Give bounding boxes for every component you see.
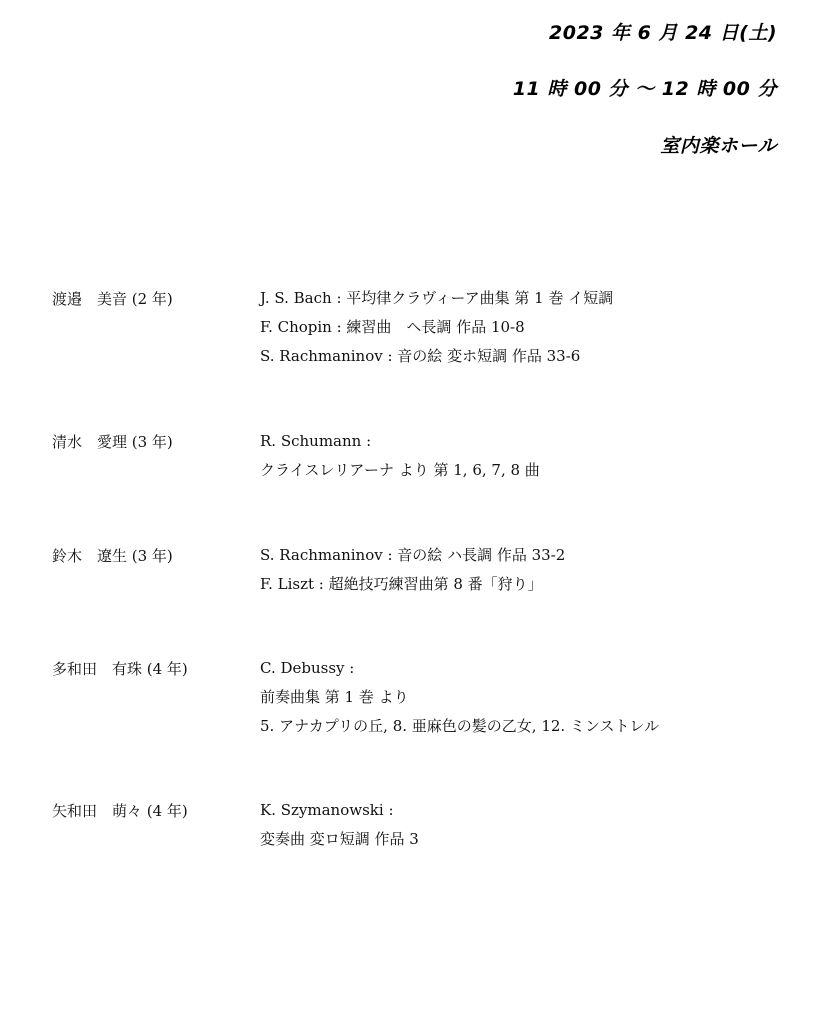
performer-name: 多和田 有珠 (4 年) (52, 660, 188, 678)
piece-list (260, 288, 613, 375)
performer-name: 清水 愛理 (3 年) (52, 433, 173, 451)
performer-name: 鈴木 遼生 (3 年) (52, 547, 173, 565)
concert-time: 11 時 00 分 〜 12 時 00 分 (512, 78, 777, 100)
piece-list (260, 800, 419, 858)
piece-line: 変奏曲 変ロ短調 作品 3 (260, 830, 419, 848)
performer-name: 矢和田 萌々 (4 年) (52, 802, 188, 820)
piece-line: J. S. Bach : 平均律クラヴィーア曲集 第 1 巻 イ短調 (260, 289, 614, 307)
piece-line: R. Schumann : (260, 432, 372, 450)
piece-list (260, 431, 540, 489)
piece-line: 5. アナカプリの丘, 8. 亜麻色の髪の乙女, 12. ミンストレル (260, 717, 660, 735)
piece-list (260, 545, 565, 603)
piece-line: 前奏曲集 第 1 巻 より (260, 688, 409, 706)
piece-line: F. Liszt : 超絶技巧練習曲第 8 番「狩り」 (260, 575, 543, 593)
piece-line: S. Rachmaninov : 音の絵 変ホ短調 作品 33-6 (260, 347, 581, 365)
piece-line: S. Rachmaninov : 音の絵 ハ長調 作品 33-2 (260, 546, 566, 564)
piece-line: C. Debussy : (260, 659, 355, 677)
piece-list (260, 658, 659, 745)
piece-line: F. Chopin : 練習曲 ヘ長調 作品 10-8 (260, 318, 525, 336)
piece-line: クライスレリアーナ より 第 1, 6, 7, 8 曲 (260, 461, 540, 479)
concert-venue: 室内楽ホール (660, 135, 777, 157)
concert-date: 2023 年 6 月 24 日(土) (549, 22, 777, 44)
performer-name: 渡邉 美音 (2 年) (52, 290, 173, 308)
piece-line: K. Szymanowski : (260, 801, 394, 819)
